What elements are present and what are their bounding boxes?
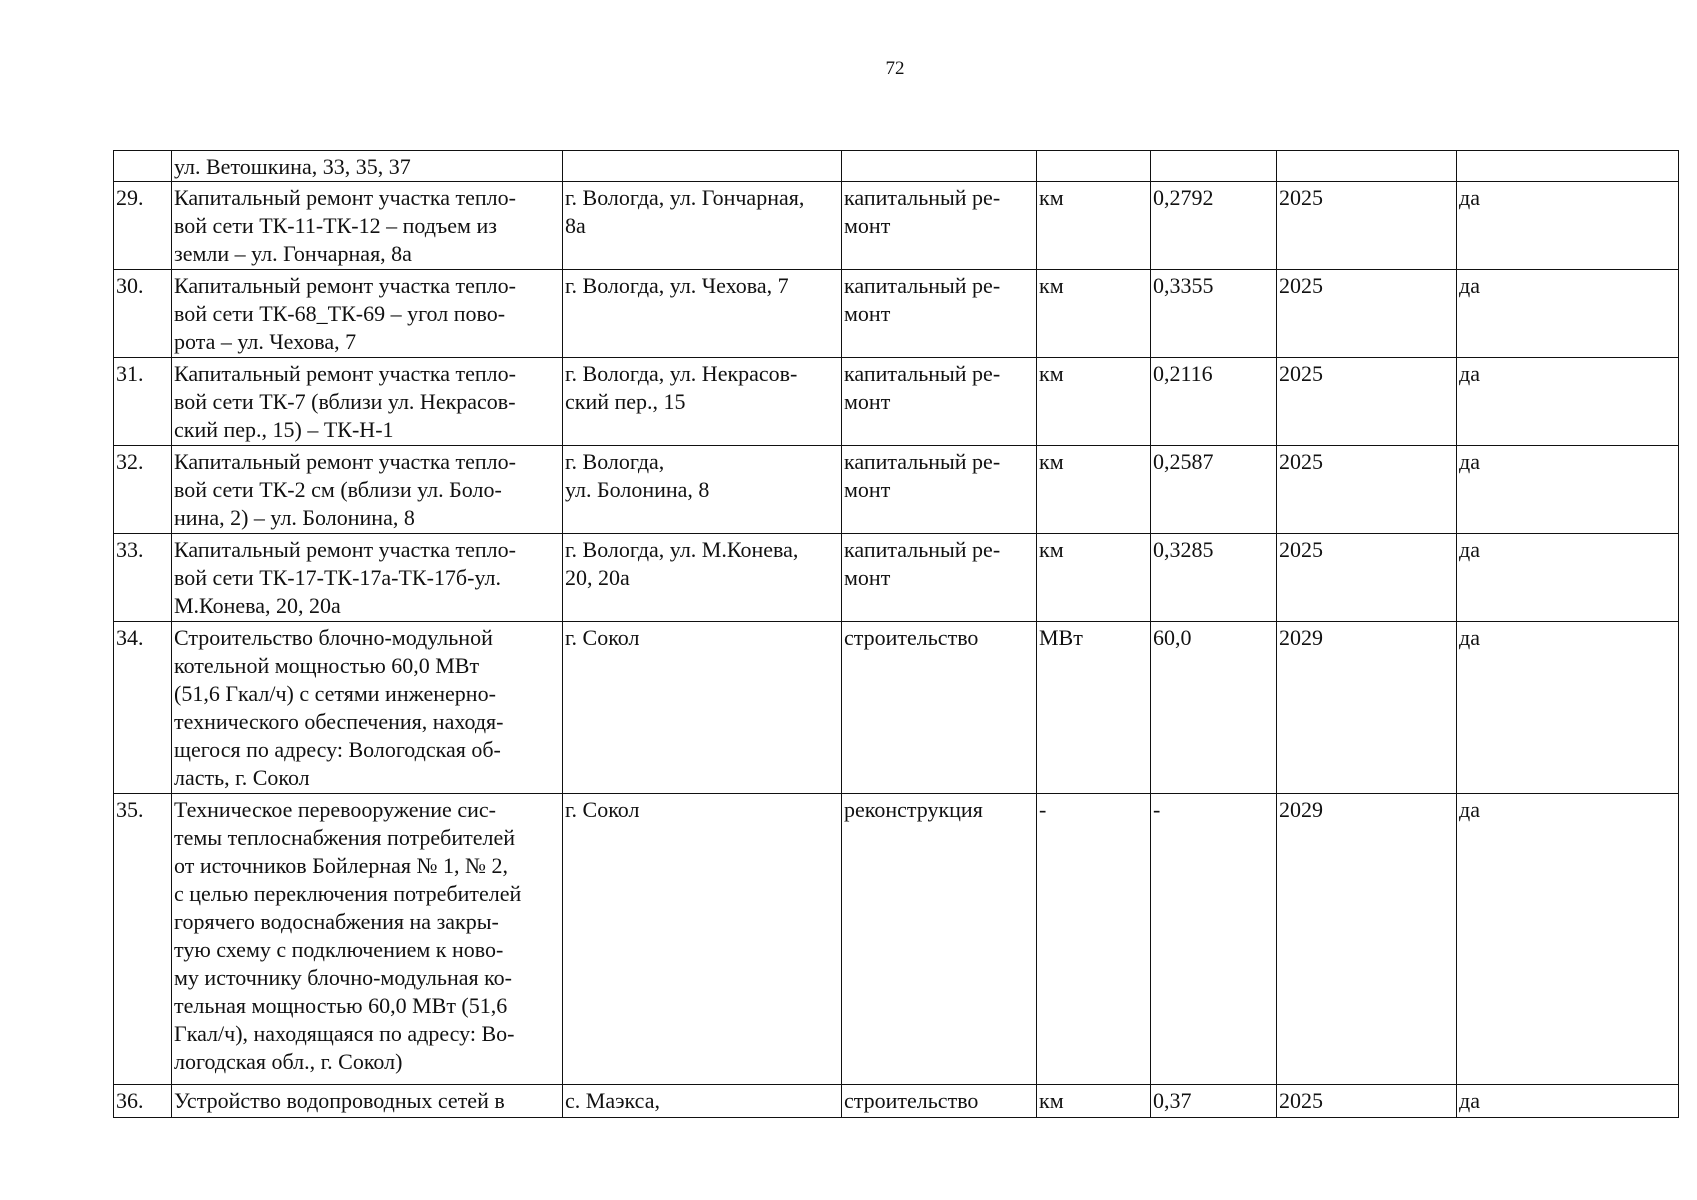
flag: да [1457,182,1679,270]
unit: км [1037,1085,1151,1118]
quantity: 0,37 [1151,1085,1277,1118]
work-type: капитальный ре- монт [842,534,1037,622]
quantity: 0,2116 [1151,358,1277,446]
project-address: г. Вологда, ул. Гончарная, 8а [563,182,842,270]
year: 2029 [1277,794,1457,1085]
project-address: г. Вологда, ул. М.Конева, 20, 20а [563,534,842,622]
work-type [842,151,1037,182]
table-row [114,182,1679,270]
row-number: 30. [114,270,172,358]
year: 2025 [1277,534,1457,622]
project-name: Капитальный ремонт участка тепло- вой сети ТК-68_ТК-69 – угол пово- рота – ул. Чехова, 7 [172,270,563,358]
table-row [114,1085,1679,1118]
flag: да [1457,534,1679,622]
flag: да [1457,622,1679,794]
project-address: г. Вологда, ул. Чехова, 7 [563,270,842,358]
table-row [114,794,1679,1085]
year: 2025 [1277,446,1457,534]
row-number: 29. [114,182,172,270]
table-row [114,270,1679,358]
project-table [113,150,1679,1118]
project-address: с. Маэкса, [563,1085,842,1118]
table-row [114,446,1679,534]
project-address: г. Сокол [563,794,842,1085]
unit: км [1037,270,1151,358]
flag: да [1457,1085,1679,1118]
year: 2029 [1277,622,1457,794]
project-address: г. Вологда, ул. Некрасов- ский пер., 15 [563,358,842,446]
table-row [114,534,1679,622]
project-name: Капитальный ремонт участка тепло- вой сети ТК-7 (вблизи ул. Некрасов- ский пер., 15) – ТК-Н-1 [172,358,563,446]
flag: да [1457,270,1679,358]
quantity: 0,3285 [1151,534,1277,622]
work-type: строительство [842,622,1037,794]
project-address: г. Сокол [563,622,842,794]
unit [1037,151,1151,182]
quantity: 0,3355 [1151,270,1277,358]
unit: км [1037,182,1151,270]
row-number: 34. [114,622,172,794]
work-type: капитальный ре- монт [842,446,1037,534]
project-name: Капитальный ремонт участка тепло- вой сети ТК-17-ТК-17а-ТК-17б-ул. М.Конева, 20, 20а [172,534,563,622]
flag: да [1457,358,1679,446]
unit: - [1037,794,1151,1085]
work-type: капитальный ре- монт [842,270,1037,358]
quantity: 60,0 [1151,622,1277,794]
flag: да [1457,794,1679,1085]
row-number: 32. [114,446,172,534]
row-number: 36. [114,1085,172,1118]
work-type: капитальный ре- монт [842,358,1037,446]
table-row [114,151,1679,182]
year: 2025 [1277,1085,1457,1118]
year: 2025 [1277,270,1457,358]
page-number: 72 [885,58,905,79]
project-name: Капитальный ремонт участка тепло- вой сети ТК-2 см (вблизи ул. Боло- нина, 2) – ул. Болонина, 8 [172,446,563,534]
work-type: капитальный ре- монт [842,182,1037,270]
table-row [114,358,1679,446]
unit: км [1037,358,1151,446]
quantity [1151,151,1277,182]
work-type: строительство [842,1085,1037,1118]
unit: км [1037,534,1151,622]
project-name: Техническое перевооружение сис- темы теплоснабжения потребителей от источников Бойлерная № 1, № 2, с целью переключения потребителей горячего водоснабжения на закры- тую схему с подключением к ново- му источнику блочно-модульная ко- тельная мощностью 60,0 МВт (51,6 Гкал/ч), находящаяся по адресу: Во- логодская обл., г. Сокол) [172,794,563,1085]
project-name: Капитальный ремонт участка тепло- вой сети ТК-11-ТК-12 – подъем из земли – ул. Гончарная, 8а [172,182,563,270]
year: 2025 [1277,182,1457,270]
work-type: реконструкция [842,794,1037,1085]
flag: да [1457,446,1679,534]
project-name: Устройство водопроводных сетей в [172,1085,563,1118]
unit: МВт [1037,622,1151,794]
year: 2025 [1277,358,1457,446]
project-name: Строительство блочно-модульной котельной мощностью 60,0 МВт (51,6 Гкал/ч) с сетями инженерно- технического обеспечения, находя- щегося по адресу: Вологодская об- ласть, г. Сокол [172,622,563,794]
row-number: 31. [114,358,172,446]
unit: км [1037,446,1151,534]
row-number [114,151,172,182]
quantity: 0,2792 [1151,182,1277,270]
project-address [563,151,842,182]
row-number: 35. [114,794,172,1085]
table-row [114,622,1679,794]
flag [1457,151,1679,182]
row-number: 33. [114,534,172,622]
quantity: 0,2587 [1151,446,1277,534]
project-address: г. Вологда, ул. Болонина, 8 [563,446,842,534]
year [1277,151,1457,182]
project-name: ул. Ветошкина, 33, 35, 37 [172,151,563,182]
quantity: - [1151,794,1277,1085]
